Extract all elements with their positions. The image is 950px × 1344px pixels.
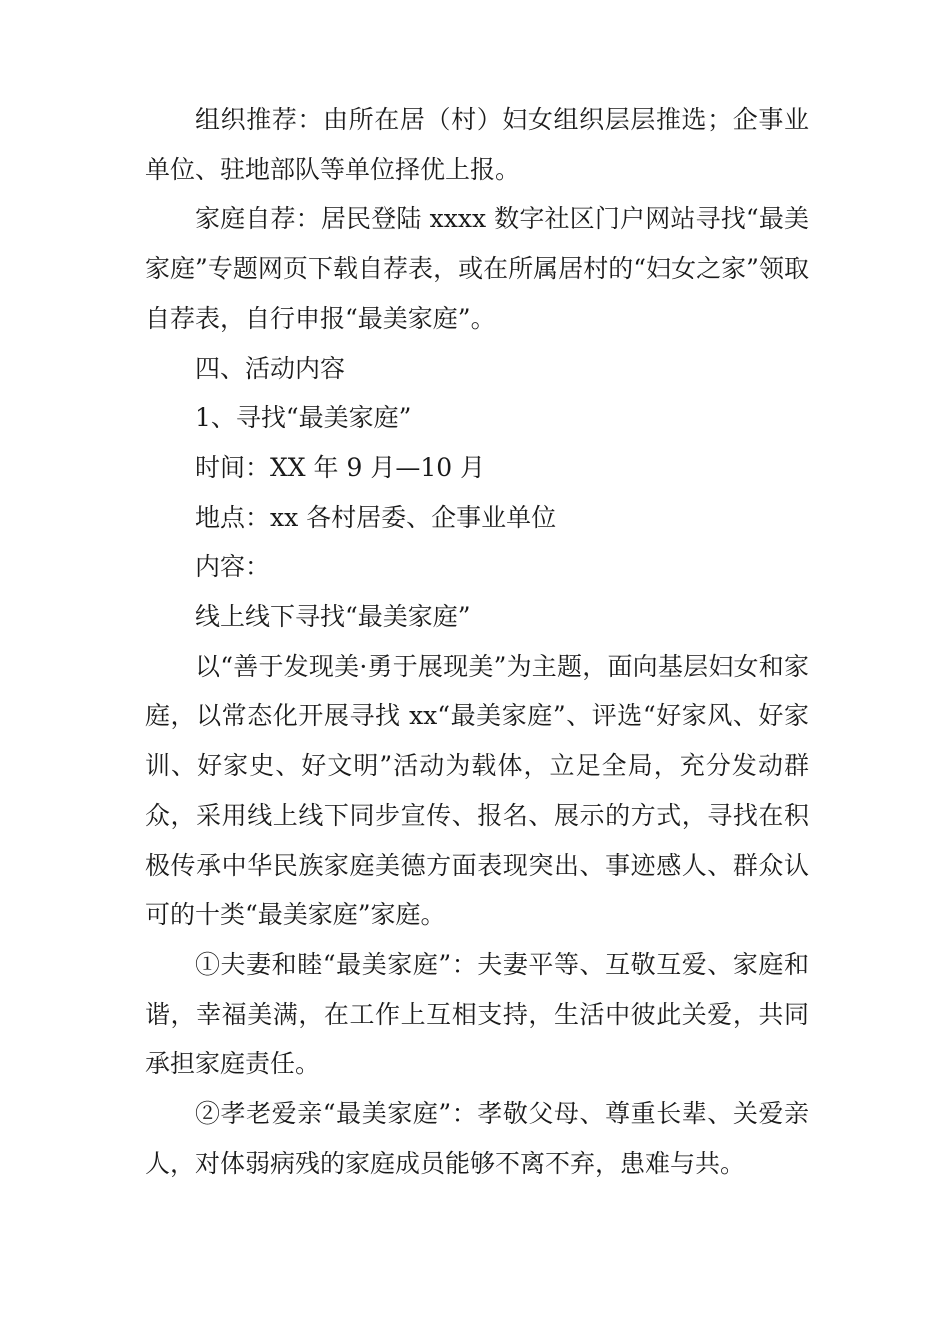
subheading-find-best-family: 1、寻找“最美家庭” [195, 403, 412, 433]
paragraph-time: 时间：XX 年 9 月—10 月 [195, 452, 486, 482]
paragraph-location: 地点：xx 各村居委、企事业单位 [195, 502, 557, 532]
paragraph-filial-piety: ②孝老爱亲“最美家庭”：孝敬父母、尊重长辈、关爱亲人，对体弱病残的家庭成员能够不离不弃，患难与共。 [145, 1099, 809, 1178]
paragraph-content-label: 内容： [195, 552, 271, 582]
section-heading-activity-content: 四、活动内容 [195, 353, 346, 383]
paragraph-family-self-recommendation: 家庭自荐：居民登陆 xxxx 数字社区门户网站寻找“最美家庭”专题网页下载自荐表，或在所属居村的“妇女之家”领取自荐表，自行申报“最美家庭”。 [145, 204, 809, 333]
paragraph-organization-recommendation: 组织推荐：由所在居（村）妇女组织层层推选；企事业单位、驻地部队等单位择优上报。 [145, 105, 809, 184]
paragraph-theme-description: 以“善于发现美·勇于展现美”为主题，面向基层妇女和家庭，以常态化开展寻找 xx“最美家庭”、评选“好家风、好家训、好家史、好文明”活动为载体，立足全局，充分发动群众，采用线上线下同步宣传、报名、展示的方式，寻找在积极传承中华民族家庭美德方面表现突出、事迹感人、群众认可的十类“最美家庭”家庭。 [145, 651, 809, 930]
paragraph-online-offline: 线上线下寻找“最美家庭” [195, 602, 471, 632]
paragraph-harmonious-couple: ①夫妻和睦“最美家庭”：夫妻平等、互敬互爱、家庭和谐，幸福美满，在工作上互相支持，生活中彼此关爱，共同承担家庭责任。 [145, 949, 809, 1079]
document-body [145, 95, 809, 1188]
